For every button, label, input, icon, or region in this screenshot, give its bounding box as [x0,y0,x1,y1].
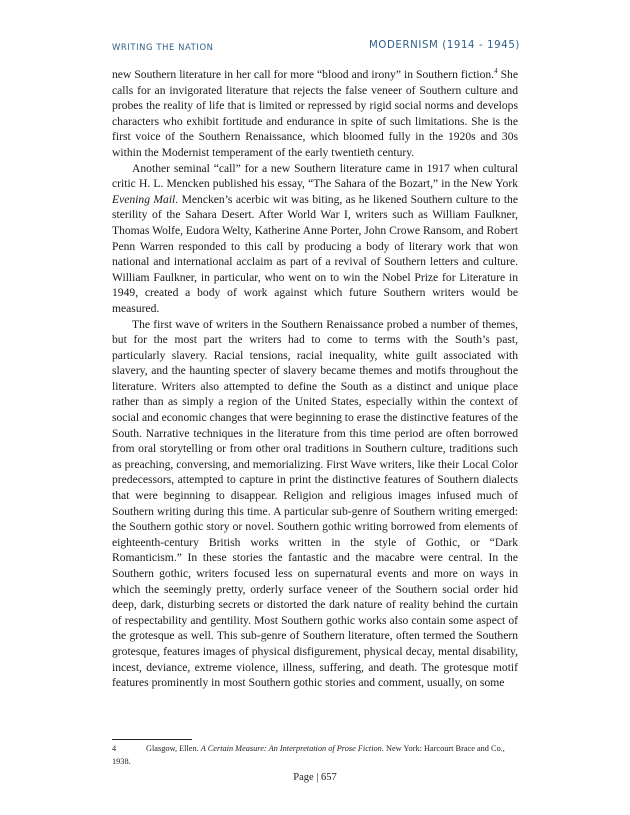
section-title-header: MODERNISM (1914 - 1945) [368,40,520,51]
page-number: Page | 657 [293,772,337,783]
paragraph-1 [112,67,518,161]
paragraph-3 [112,317,518,691]
footnote-author: Glasgow, Ellen. [146,744,201,753]
footnote-divider [112,739,192,740]
p2-text: Another seminal “call” for a new Southern literature came in 1917 when cultural critic H. L. Mencken published his essay, “The Sahara of the Bozart,” in the New York [112,161,518,191]
footnote-publication: New York: Harcourt Brace and Co., 1938. [112,744,505,766]
footnote [112,742,518,768]
book-title-header: WRITING THE NATION [112,42,214,52]
footnote-title: A Certain Measure: An Interpretation of Prose Fiction. [200,744,384,753]
p2-text-cont: . Mencken’s acerbic wit was biting, as he likened Southern culture to the sterility of the Sahara Desert. After World War I, writers such as William Faulkner, Thomas Wolfe, Eudora Welty, Katherine Anne Porter, John Crowe Ransom, and Robert Penn Warren responded to this call by producing a body of literary work that won national and international acclaim as part of a revival of Southern letters and culture. William Faulkner, in particular, who went on to win the Nobel Prize for Literature in 1949, created a body of work against which future Southern writers would be measured. [112,192,518,315]
footnote-number: 4 [112,744,117,753]
p2-italic-title: Evening Mail [112,192,176,206]
p3-text: The first wave of writers in the Southern Renaissance probed a number of themes, but for the most part the writers had to come to terms with the South’s past, particularly slavery. Racial tensions, racial inequality, white guilt associated with slavery, and the haunting specter of slavery became themes and motifs throughout the literature. Writers also attempted to define the South as a distinct and unique place rather than as simply a region of the United States, especially within the context of social and economic changes that were beginning to erase the distinctive features of the South. Narrative techniques in the literature from this time period are often borrowed from oral storytelling or from other oral traditions in Southern culture, traditions such as preaching, conversing, and memorializing. First Wave writers, like their Local Color predecessors, attempted to capture in print the distinctive features of Southern dialects that were beginning to disappear. Religion and religious images infused much of Southern writing during this time. A particular sub-genre of Southern writing emerged: the Southern gothic story or novel. Southern gothic writing borrowed from elements of eighteenth-century British works written in the style of Gothic, or “Dark Romanticism.” In these stories the fantastic and the macabre were central. In the Southern gothic, writers focused less on supernatural events and more on ways in which the seemingly pretty, orderly surface veneer of the Southern social order hid deep, dark, disturbing secrets or distorted the dark nature of reality behind the curtain of respectability and gentility. Most Southern gothic works also contain some aspect of the grotesque as well. This sub-genre of Southern literature, often termed the Southern grotesque, features images of physical disfigurement, physical decay, mental disability, incest, deviance, extreme violence, illness, suffering, and death. The grotesque motif features prominently in most Southern gothic stories and comment, usually, on some [112,317,518,690]
running-header [112,40,520,52]
footnote-reference[interactable]: 4 [494,67,498,76]
paragraph-2 [112,161,518,317]
p1-text: new Southern literature in her call for more “blood and irony” in Southern fiction. [112,68,495,81]
p1-text-cont: She calls for an invigorated literature that rejects the false veneer of Southern culture and probes the reality of life that is limited or repressed by rigid social norms and develops characters who exhibit fortitude and endurance in spite of such limitations. She is the first voice of the Southern Renaissance, which bloomed fully in the 1920s and 30s within the Modernist temperament of the early twentieth century. [112,68,518,159]
body-text [112,67,518,691]
